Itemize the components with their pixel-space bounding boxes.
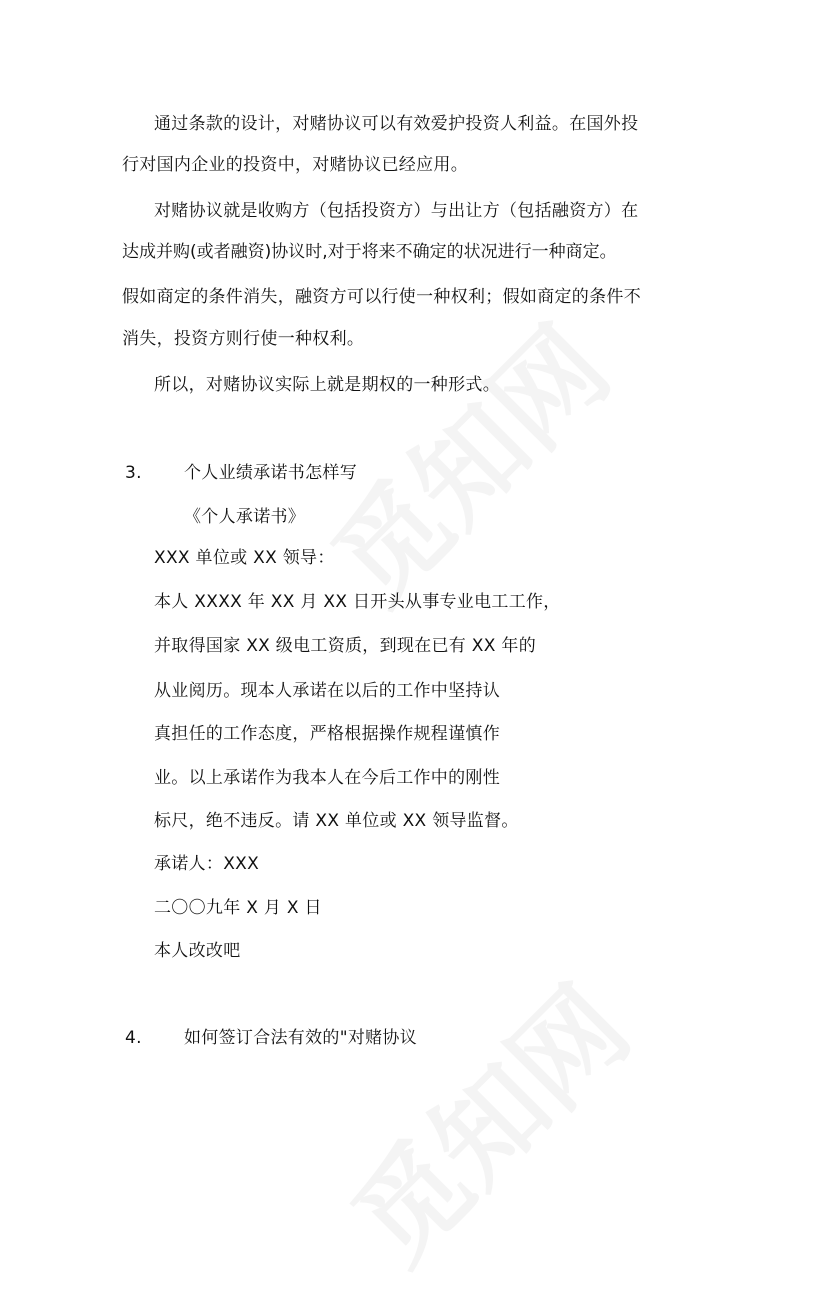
letter-body-line-4: 真担任的工作态度，严格根据操作规程谨慎作: [154, 724, 500, 744]
intro-paragraph-2-line-3: 假如商定的条件消失，融资方可以行使一种权利；假如商定的条件不: [122, 287, 641, 307]
letter-body-line-5: 业。以上承诺作为我本人在今后工作中的刚性: [154, 768, 500, 788]
section-3-heading: 个人业绩承诺书怎样写: [184, 463, 357, 483]
letter-body-line-3: 从业阅历。现本人承诺在以后的工作中坚持认: [154, 681, 500, 701]
watermark: [312, 946, 657, 1291]
letter-note: 本人改改吧: [154, 941, 241, 961]
letter-body-line-6: 标尺，绝不违反。请 XX 单位或 XX 领导监督。: [154, 811, 519, 831]
letter-date: 二〇〇九年 X 月 X 日: [154, 898, 322, 918]
intro-paragraph-2-line-4: 消失，投资方则行使一种权利。: [122, 329, 365, 349]
intro-paragraph-1-line-1: 通过条款的设计，对赌协议可以有效爱护投资人利益。在国外投: [154, 114, 639, 134]
letter-body-line-1: 本人 XXXX 年 XX 月 XX 日开头从事专业电工工作，: [154, 592, 561, 612]
letter-signer: 承诺人：XXX: [154, 854, 260, 874]
section-4-number: 4.: [125, 1028, 142, 1048]
section-4-heading: 如何签订合法有效的"对赌协议: [184, 1028, 418, 1048]
letter-title: 《个人承诺书》: [184, 507, 306, 527]
intro-paragraph-3-line-1: 所以，对赌协议实际上就是期权的一种形式。: [154, 375, 500, 395]
intro-paragraph-2-line-1: 对赌协议就是收购方（包括投资方）与出让方（包括融资方）在: [154, 201, 639, 221]
intro-paragraph-1-line-2: 行对国内企业的投资中，对赌协议已经应用。: [122, 155, 468, 175]
letter-body-line-2: 并取得国家 XX 级电工资质，到现在已有 XX 年的: [154, 636, 536, 656]
section-3-number: 3.: [125, 463, 142, 483]
letter-salutation: XXX 单位或 XX 领导：: [154, 548, 335, 568]
intro-paragraph-2-line-2: 达成并购(或者融资)协议时,对于将来不确定的状况进行一种商定。: [122, 242, 617, 262]
